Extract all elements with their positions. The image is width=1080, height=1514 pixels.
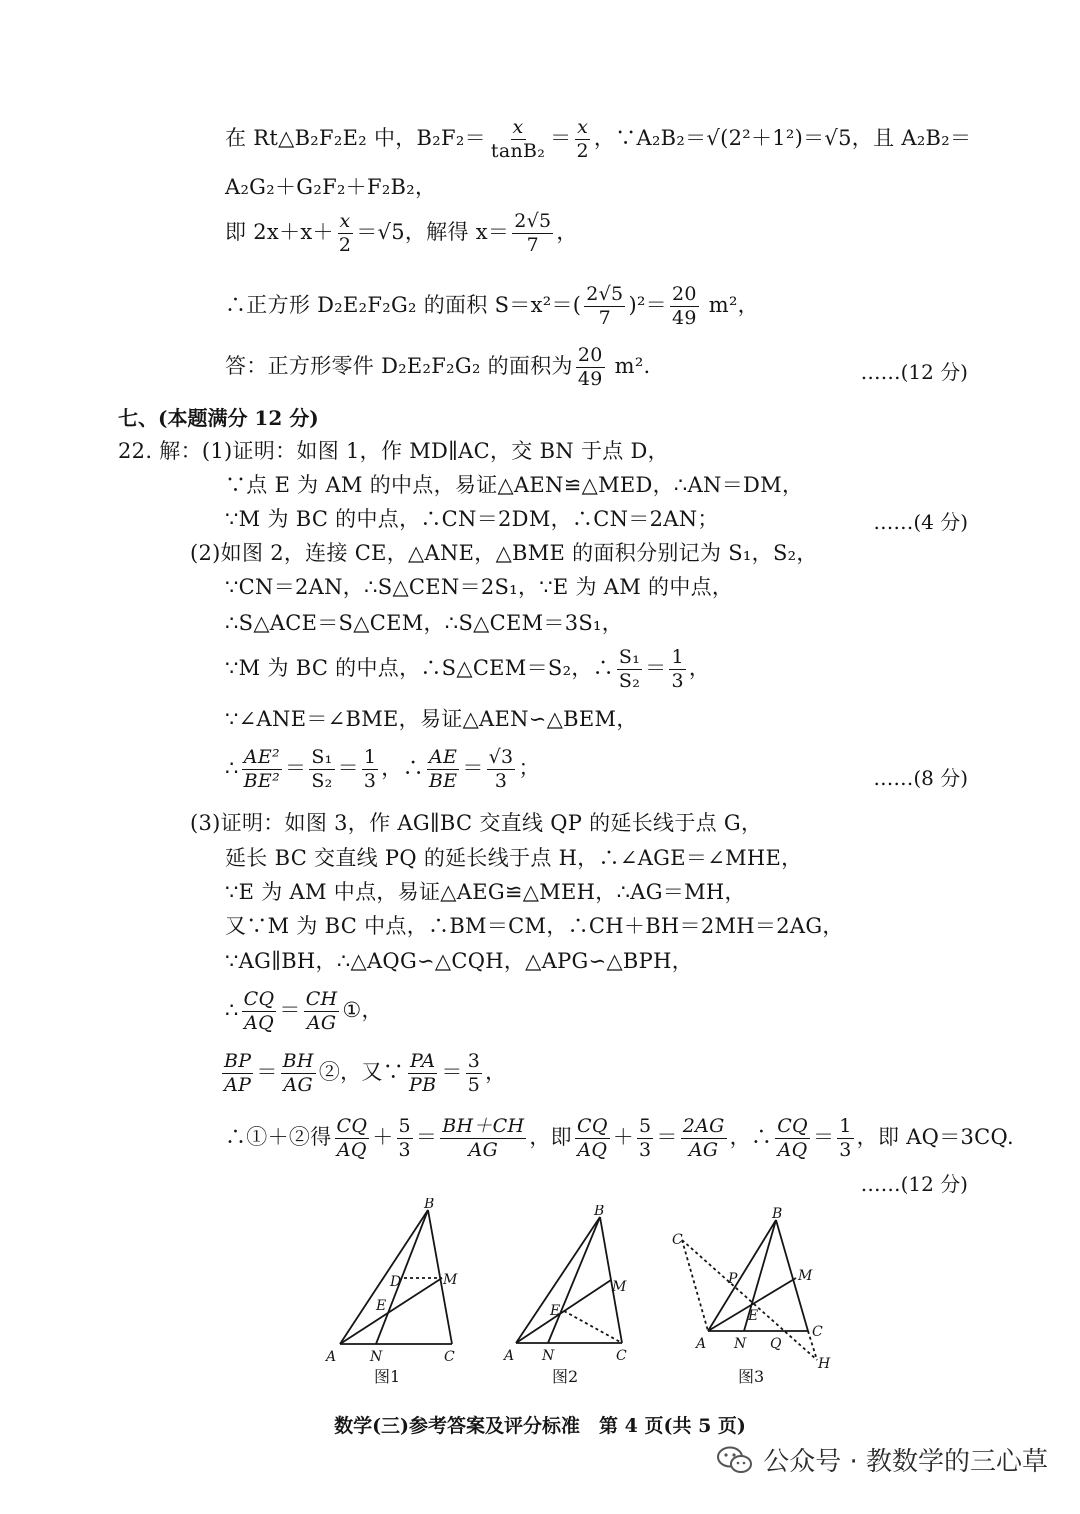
p2-line-5: ∵∠ANE＝∠BME，易证△AEN∽△BEM， (225, 707, 638, 731)
line-4: ∴正方形 D₂E₂F₂G₂ 的面积 S＝x²＝( $\frac{2√5}{7}$ )²＝ $\frac{20}{49}$ m²， (225, 283, 759, 329)
point-label: B (772, 1206, 783, 1222)
fraction: $\frac{x}{2}$ (576, 116, 589, 162)
fraction: $\frac{20}{49}$ (671, 283, 697, 329)
p2-line-2: ∵CN＝2AN，∴S△CEN＝2S₁，∵E 为 AM 的中点， (225, 575, 734, 599)
figure-2 (498, 1205, 638, 1370)
fraction: $\frac{1}{3}$ (671, 646, 684, 692)
score-8: ……(8 分) (873, 766, 968, 790)
point-label: M (443, 1272, 458, 1288)
q22-line-1: 22. 解：(1)证明：如图 1，作 MD∥AC，交 BN 于点 D， (118, 439, 669, 463)
p3-line-8: ∴①＋②得 $\frac{CQ}{AQ}$ ＋ $\frac{5}{3}$ ＝ $\frac{BH+CH}{AG}$ ，即 $\frac{CQ}{AQ}$ ＋ $\frac{5}{3}$ ＝ $\frac{2AG}{AG}$ ，∴ $\frac{CQ}{AQ}$ ＝ $\frac{1}{3}$ ，即 AQ＝3CQ. (225, 1115, 1014, 1161)
fraction: $\frac{x}{2}$ (338, 210, 352, 256)
watermark-text: 公众号 · 教数学的三心草 (763, 1447, 1048, 1477)
point-label: A (504, 1348, 515, 1364)
point-label: D (390, 1274, 402, 1290)
figure-3 (664, 1200, 844, 1370)
point-label: A (696, 1336, 707, 1352)
page-footer: 数学(三)参考答案及评分标准 第 4 页(共 5 页) (334, 1415, 746, 1437)
fraction: $\frac{\text{AE²}}{\text{BE²}}$ (243, 746, 281, 792)
p3-line-4: 又∵M 为 BC 中点，∴BM＝CM，∴CH＋BH＝2MH＝2AG， (225, 914, 844, 938)
point-label: N (370, 1349, 383, 1365)
line-3: 即 2x＋x＋ $\frac{x}{2}$ ＝√5，解得 x＝ $\frac{2√5}{7}$ ， (225, 210, 578, 256)
p3-line-2: 延长 BC 交直线 PQ 的延长线于点 H，∴∠AGE＝∠MHE， (225, 846, 803, 870)
q22-line-3: ∵M 为 BC 的中点，∴CN＝2DM，∴CN＝2AN； (225, 507, 719, 531)
fraction: $\frac{CQ}{AQ}$ (243, 988, 275, 1034)
point-label: H (818, 1356, 831, 1370)
p3-line-1: (3)证明：如图 3，作 AG∥BC 交直线 QP 的延长线于点 G， (190, 811, 763, 835)
fraction: $\frac{20}{49}$ (577, 344, 603, 390)
point-label: Q (770, 1336, 782, 1352)
section-heading: 七、(本题满分 12 分) (118, 406, 319, 430)
wechat-icon (715, 1445, 755, 1475)
fraction: $\frac{BH}{AG}$ (282, 1050, 314, 1096)
point-label: N (542, 1348, 555, 1364)
fraction: $\frac{\text{S₁}}{\text{S₂}}$ (311, 746, 333, 792)
fraction: $\frac{5}{3}$ (398, 1115, 411, 1161)
p2-line-4: ∵M 为 BC 的中点，∴S△CEM＝S₂，∴ $\frac{\text{S₁}}{\text{S₂}}$ ＝ $\frac{1}{3}$ ， (225, 646, 711, 692)
fraction: $\frac{2√5}{7}$ (514, 210, 552, 256)
point-label: M (612, 1279, 627, 1295)
fraction: $\frac{1}{3}$ (839, 1115, 852, 1161)
fraction: $\frac{BP}{AP}$ (224, 1050, 252, 1096)
point-label: E (376, 1298, 387, 1314)
point-label: C (812, 1324, 823, 1340)
point-label: M (798, 1268, 813, 1284)
watermark (715, 1441, 1048, 1478)
figure-2-caption: 图2 (552, 1367, 579, 1386)
p3-line-7: $\frac{BP}{AP}$ ＝ $\frac{BH}{AG}$ ②，又∵ $\frac{PA}{PB}$ ＝ $\frac{3}{5}$ ， (224, 1050, 507, 1096)
fraction: $\frac{AE}{BE}$ (428, 746, 458, 792)
point-label: B (424, 1198, 435, 1212)
line-2: A₂G₂＋G₂F₂＋F₂B₂， (225, 175, 437, 199)
p3-line-6: ∴ $\frac{CQ}{AQ}$ ＝ $\frac{CH}{AG}$ ①， (225, 988, 383, 1034)
score-4: ……(4 分) (873, 510, 968, 534)
point-label: E (748, 1308, 759, 1324)
fraction: $\frac{\text{S₁}}{\text{S₂}}$ (618, 646, 641, 692)
point-label: A (326, 1349, 337, 1365)
fraction: $\frac{2AG}{AG}$ (682, 1115, 725, 1161)
fraction: $\frac{√3}{3}$ (488, 746, 514, 792)
point-label: C (672, 1232, 683, 1248)
fraction: $\frac{CH}{AG}$ (305, 988, 338, 1034)
point-label: E (550, 1303, 561, 1319)
point-label: N (734, 1336, 747, 1352)
fraction: $\frac{2√5}{7}$ (586, 283, 624, 329)
fraction: $\frac{CQ}{AQ}$ (336, 1115, 368, 1161)
point-label: C (616, 1348, 627, 1364)
figure-1 (320, 1198, 470, 1368)
score-12a: ……(12 分) (860, 360, 968, 384)
fraction: $\frac{1}{3}$ (363, 746, 377, 792)
point-label: C (444, 1349, 455, 1365)
fraction: $\frac{CQ}{AQ}$ (576, 1115, 608, 1161)
p2-line-3: ∴S△ACE＝S△CEM，∴S△CEM＝3S₁， (225, 611, 624, 635)
fraction: $\frac{x}{\text{tanB₂}}$ (490, 116, 546, 162)
fraction: $\frac{5}{3}$ (639, 1115, 652, 1161)
fraction: $\frac{CQ}{AQ}$ (777, 1115, 808, 1161)
p2-line-6: ∴ $\frac{\text{AE²}}{\text{BE²}}$ ＝ $\frac{\text{S₁}}{\text{S₂}}$ ＝ $\frac{1}{3}$ ，∴ $\frac{AE}{BE}$ ＝ $\frac{√3}{3}$ ； (225, 746, 540, 792)
fraction: $\frac{BH+CH}{AG}$ (442, 1115, 525, 1161)
p2-line-1: (2)如图 2，连接 CE，△ANE，△BME 的面积分别记为 S₁，S₂， (190, 541, 818, 565)
p3-line-5: ∵AG∥BH，∴△AQG∽△CQH，△APG∽△BPH， (225, 949, 693, 973)
point-label: P (728, 1271, 738, 1287)
fraction: $\frac{PA}{PB}$ (409, 1050, 437, 1096)
figure-1-caption: 图1 (374, 1367, 401, 1386)
point-label: B (594, 1205, 605, 1219)
figure-3-caption: 图3 (738, 1367, 765, 1386)
fraction: $\frac{3}{5}$ (467, 1050, 481, 1096)
p3-line-3: ∵E 为 AM 中点，易证△AEG≌△MEH，∴AG＝MH， (225, 880, 746, 904)
line-5: 答：正方形零件 D₂E₂F₂G₂ 的面积为 $\frac{20}{49}$ m². (225, 344, 651, 390)
q22-line-2: ∵点 E 为 AM 的中点，易证△AEN≌△MED，∴AN＝DM， (225, 473, 804, 497)
line-1: 在 Rt△B₂F₂E₂ 中，B₂F₂＝ $\frac{x}{\text{tanB₂}}$ ＝ $\frac{x}{2}$ ，∵A₂B₂＝√(2²＋1²)＝√5，且 A₂B₂＝ (225, 116, 972, 162)
score-12b: ……(12 分) (860, 1172, 968, 1196)
